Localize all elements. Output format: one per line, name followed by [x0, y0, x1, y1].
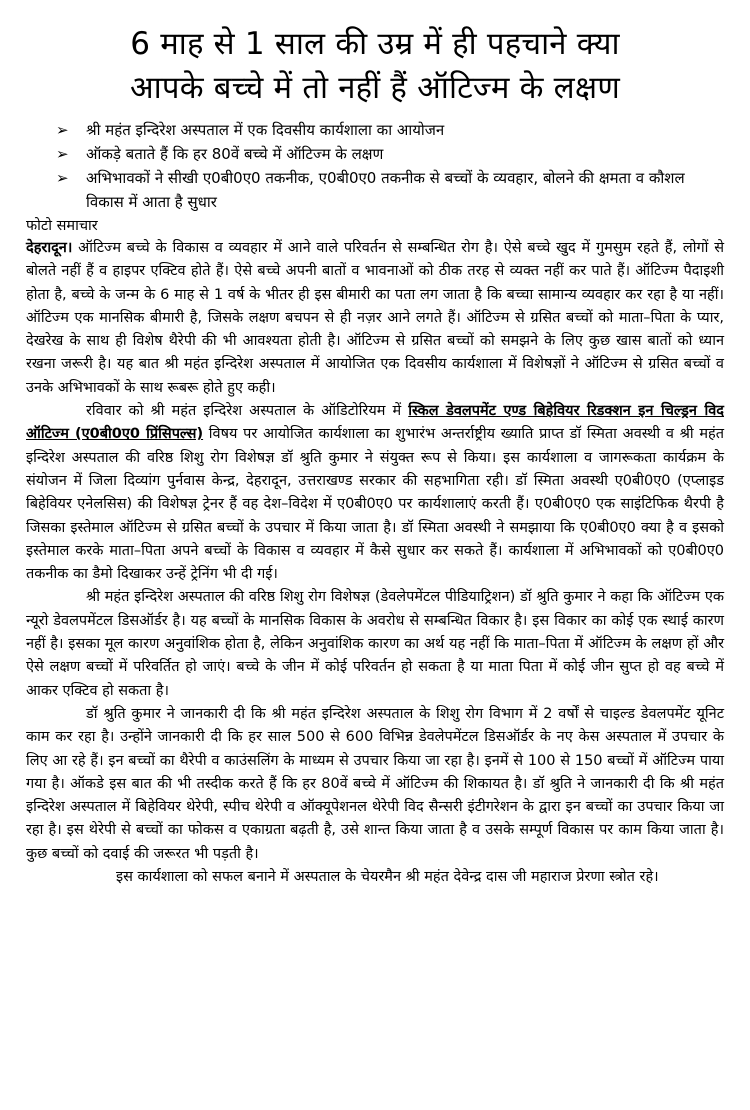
workshop-title: स्किल डेवलपमेंट एण्ड बिहेवियर रिडक्शन इन चिल्ड्रन विद ऑटिज्म (ए0बी0ए0 प्रिंसिपल्स)	[26, 403, 724, 443]
arrow-bullet-icon: ➢	[56, 121, 69, 139]
dateline: देहरादून।	[26, 240, 73, 256]
headline	[26, 22, 724, 110]
paragraph-2-rest: विषय पर आयोजित कार्यशाला का शुभारंभ अन्तर्राष्ट्रीय ख्याति प्राप्त डॉ स्मिता अवस्थी व श्री महंत इन्दिरेश अस्पताल की वरिष्ठ शिशु रोग विशेषज्ञ डॉ श्रुति कुमार ने संयुक्त रूप से किया। इस कार्यशाला व जागरूकता कार्यक्रम के संयोजन में जिला दिव्यांग पुर्नवास केन्द्र, देहरादून, उत्तराखण्ड सरकार की सहभागिता रही। डॉ स्मिता अवस्थी ए0बी0ए0 (एप्लाइड बिहेवियर एनेलसिस) की विशेषज्ञ ट्रेनर हैं वह देश–विदेश में ए0बी0ए0 पर कार्यशालाएं करती हैं। ए0बी0ए0 एक साइंटिफिक थैरपी है जिसका इस्तेमाल ऑटिज्म से ग्रसित बच्चों के उपचार में किया जाता है। डॉ स्मिता अवस्थी ने समझाया कि ए0बी0ए0 क्या है व इसको इस्तेमाल करके माता–पिता अपने बच्चों के विकास व व्यवहार में कैसे सुधार कर सकते हैं। कार्यशाला में अभिभावकों को ए0बी0ए0 तकनीक का डैमो दिखाकर उन्हें ट्रेनिंग भी दी गई।	[26, 426, 724, 583]
arrow-bullet-icon: ➢	[56, 145, 69, 163]
headline-line-1: 6 माह से 1 साल की उम्र में ही पहचाने क्या	[130, 26, 620, 62]
paragraph-4: डॉ श्रुति कुमार ने जानकारी दी कि श्री महंत इन्दिरेश अस्पताल के शिशु रोग विभाग में 2 वर्षों से चाइल्ड डेवलपमेंट यूनिट काम कर रहा है। उन्होंने जानकारी दी कि हर साल 500 से 600 विभिन्न डेवलेपमेंटल डिसऑर्डर के नए केस अस्पताल में उपचार के लिए आ रहे हैं। इन बच्चों का थैरेपी व काउंसलिंग के माध्यम से उपचार किया जा रहा है। इनमें से 100 से 150 बच्चों में ऑटिज्म पाया गया है। ऑकडे इस बात की भी तस्दीक करते हैं कि हर 80वें बच्चे में ऑटिज्म की शिकायत है। डॉ श्रुति ने जानकारी दी कि श्री महंत इन्दिरेश अस्पताल में बिहेवियर थेरेपी, स्पीच थेरेपी व ऑक्यूपेशनल थेरेपी विद सैन्सरी इंटीगरेशन के द्वारा इन बच्चों का उपचार किया जा रहा है। इस थेरेपी से बच्चों का फोकस व एकाग्रता बढ़ती है, उसे शान्त किया जाता है व उसके सम्पूर्ण विकास पर काम किया जाता है। कुछ बच्चों को दवाई की जरूरत भी पड़ती है।	[26, 705, 724, 862]
photo-caption: फोटो समाचार	[26, 218, 98, 234]
paragraph-3: श्री महंत इन्दिरेश अस्पताल की वरिष्ठ शिशु रोग विशेषज्ञ (डेवलेपमेंटल पीडियाट्रिशन) डॉ श्रुति कुमार ने कहा कि ऑटिज्म एक न्यूरो डेवलपमेंटल डिसऑर्डर है। यह बच्चों के मानसिक विकास के अवरोध से सम्बन्धित विकार है। इस विकार का कोई एक स्थाई कारण नहीं है। इसका मूल कारण अनुवांशिक होता है, लेकिन अनुवांशिक कारण का अर्थ यह नहीं कि माता–पिता में ऑटिज्म के लक्षण हों और ऐसे लक्षण बच्चों में परिवर्तित हो जाएं। बच्चे के जीन में कोई परिवर्तन हो सकता है या माता पिता में कोई जीन सुप्त हो वह बच्चे में आकर एक्टिव हो सकता है।	[26, 589, 724, 699]
bullet-text: श्री महंत इन्दिरेश अस्पताल में एक दिवसीय कार्यशाला का आयोजन	[86, 121, 445, 139]
headline-line-2: आपके बच्चे में तो नहीं हैं ऑटिज्म के लक्षण	[130, 70, 620, 106]
paragraph-5: इस कार्यशाला को सफल बनाने में अस्पताल के चेयरमैन श्री महंत देवेन्द्र दास जी महाराज प्रेरणा स्त्रोत रहे।	[116, 869, 659, 886]
summary-bullets	[26, 118, 724, 214]
bullet-text: अभिभावकों ने सीखी ए0बी0ए0 तकनीक, ए0बी0ए0 तकनीक से बच्चों के व्यवहार, बोलने की क्षमता व कौशल विकास में आता है सुधार	[86, 169, 685, 211]
summary-bullet	[56, 166, 724, 214]
summary-bullet	[56, 142, 724, 166]
summary-bullet	[56, 118, 724, 142]
paragraph-1	[26, 237, 724, 400]
bullet-text: ऑकड़े बताते हैं कि हर 80वें बच्चे में ऑटिज्म के लक्षण	[86, 145, 384, 163]
paragraph-1-text: ऑटिज्म बच्चे के विकास व व्यवहार में आने वाले परिवर्तन से सम्बन्धित रोग है। ऐसे बच्चे खुद में गुमसुम रहते हैं, लोगों से बोलते नहीं हैं व हाइपर एक्टिव होते हैं। ऐसे बच्चे अपनी बातों व भावनाओं को ठीक तरह से व्यक्त नहीं कर पाते हैं। ऑटिज्म पैदाइशी होता है, बच्चे के जन्म के 6 माह से 1 वर्ष के भीतर ही इस बीमारी का पता लग जाता है कि बच्चा सामान्य व्यवहार कर रहा है या नहीं। ऑटिज्म एक मानसिक बीमारी है, जिसके लक्षण बचपन से ही नज़र आने लगते हैं। ऑटिज्म से ग्रसित बच्चों को माता–पिता के प्यार, देखरेख के साथ ही विशेष थैरेपी की भी आवश्यता होती है। ऑटिज्म से ग्रसित बच्चों को समझने के लिए कुछ खास बातों को ध्यान रखना जरूरी है। यह बात श्री महंत इन्दिरेश अस्पताल में आयोजित एक दिवसीय कार्यशाला में विशेषज्ञों ने ऑटिज्म से ग्रसित बच्चों व उनके अभिभावकों के साथ रूबरू होते हुए कही।	[26, 240, 724, 396]
arrow-bullet-icon: ➢	[56, 169, 69, 187]
paragraph-2-start: रविवार को श्री महंत इन्दिरेश अस्पताल के ऑडिटोरियम में	[86, 403, 409, 420]
paragraph-2	[26, 400, 724, 586]
